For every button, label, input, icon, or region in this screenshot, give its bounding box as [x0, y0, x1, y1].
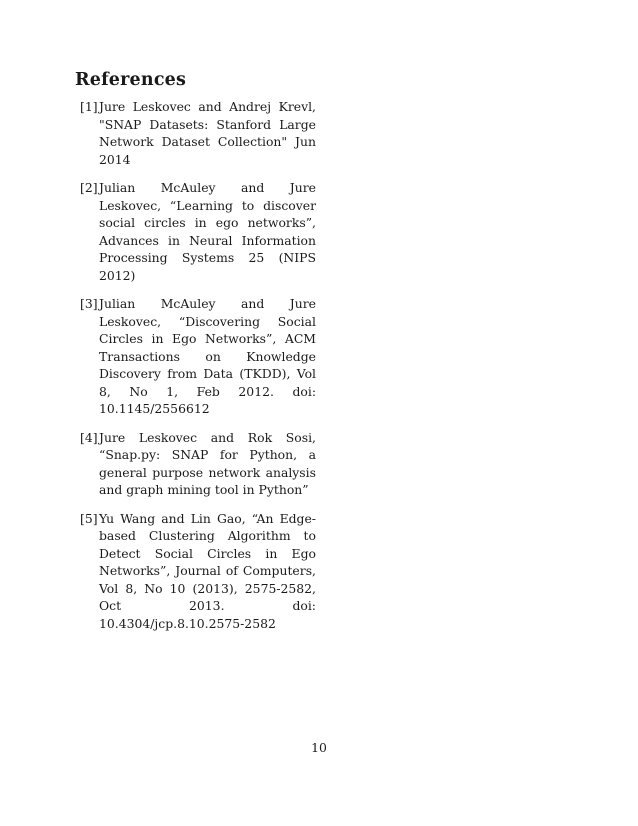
- references-heading: References: [75, 70, 187, 90]
- reference-text: Jure Leskovec and Andrej Krevl, "SNAP Datasets: Stanford Large Network Dataset Collection" Jun 2014: [99, 99, 316, 167]
- reference-text: Julian McAuley and Jure Leskovec, “Discovering Social Circles in Ego Networks”, ACM Transactions on Knowledge Discovery from Data (TKDD), Vol 8, No 1, Feb 2012. doi: 10.1145/2556612: [99, 296, 316, 416]
- reference-list: [80, 98, 316, 643]
- reference-text: Yu Wang and Lin Gao, “An Edge-based Clustering Algorithm to Detect Social Circles in Ego Networks”, Journal of Computers, Vol 8, No 10 (2013), 2575-2582, Oct 2013. doi: 10.4304/jcp.8.10.2575-2582: [99, 510, 316, 631]
- reference-text: Julian McAuley and Jure Leskovec, “Learning to discover social circles in ego networks”, Advances in Neural Information Processing Systems 25 (NIPS 2012): [99, 180, 316, 283]
- reference-item: [80, 98, 316, 168]
- reference-item: [80, 295, 316, 418]
- reference-number: [5]: [80, 510, 98, 526]
- reference-number: [3]: [80, 296, 98, 311]
- reference-item: [80, 429, 316, 499]
- reference-item: [80, 510, 316, 633]
- reference-number: [1]: [80, 99, 98, 114]
- reference-text: Jure Leskovec and Rok Sosi, “Snap.py: SNAP for Python, a general purpose network analysis and graph mining tool in Python”: [99, 429, 316, 497]
- reference-number: [2]: [80, 180, 98, 195]
- page-number: 10: [311, 740, 327, 755]
- reference-item: [80, 179, 316, 284]
- reference-number: [4]: [80, 429, 98, 445]
